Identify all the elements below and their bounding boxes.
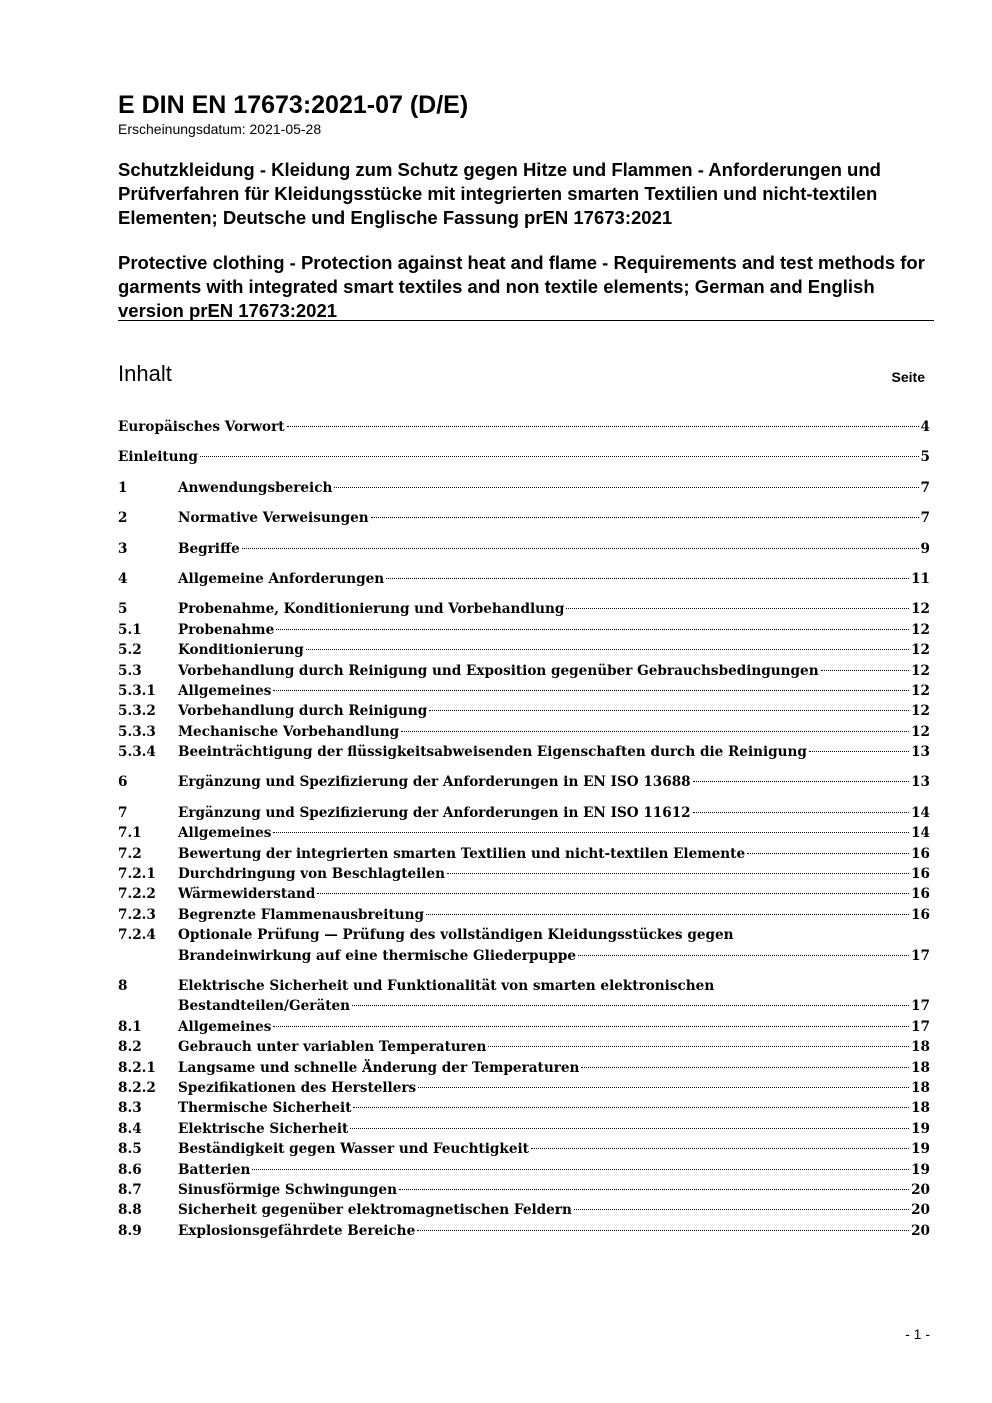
toc-entry-number: 7.2.4	[118, 927, 156, 944]
toc-entry-title: Konditionierung	[178, 642, 304, 659]
toc-dot-leader	[821, 670, 909, 671]
toc-entry[interactable]	[118, 569, 930, 589]
toc-entry[interactable]	[118, 772, 930, 792]
toc-entry[interactable]	[118, 1078, 930, 1098]
toc-entry[interactable]	[118, 884, 930, 904]
toc-entry-number: 8.1	[118, 1018, 142, 1035]
toc-dot-leader	[353, 1107, 909, 1108]
toc-entry-number: 8.6	[118, 1161, 142, 1178]
toc-entry-number: 7.1	[118, 825, 142, 842]
toc-entry-number: 8.7	[118, 1181, 142, 1198]
toc-entry-title: Elektrische Sicherheit	[178, 1120, 349, 1137]
toc-entry[interactable]	[118, 661, 930, 681]
toc-entry[interactable]	[118, 1180, 930, 1200]
toc-entry[interactable]	[118, 640, 930, 660]
toc-entry[interactable]	[118, 1160, 930, 1180]
document-id: E DIN EN 17673:2021-07 (D/E)	[118, 91, 469, 119]
title-german: Schutzkleidung - Kleidung zum Schutz gegen Hitze und Flammen - Anforderungen und Prüfverfahren für Kleidungsstücke mit integrierten smarten Textilien und nicht-textilen Elementen; Deutsche und Englische Fassung prEN 17673:2021	[118, 159, 881, 228]
toc-dot-leader	[273, 832, 909, 833]
toc-dot-leader	[693, 781, 909, 782]
toc-entry-title: Anwendungsbereich	[178, 479, 333, 496]
toc-entry[interactable]	[118, 620, 930, 640]
toc-page-column-heading: Seite	[891, 369, 925, 385]
toc-entry-page: 14	[911, 825, 930, 842]
toc-entry-title: Allgemeines	[178, 825, 272, 842]
toc-entry-number: 7.2	[118, 845, 142, 862]
toc-entry-page: 12	[911, 662, 930, 679]
toc-entry-title: Durchdringung von Beschlagteilen	[178, 866, 446, 883]
toc-entry-page: 16	[911, 845, 930, 862]
toc-dot-leader	[809, 751, 909, 752]
toc-entry-page: 12	[911, 621, 930, 638]
toc-dot-leader	[574, 1209, 909, 1210]
toc-dot-leader	[693, 812, 909, 813]
toc-entry-page: 7	[920, 510, 930, 527]
toc-entry-number: 1	[118, 479, 128, 496]
toc-entry-page: 4	[920, 419, 930, 435]
toc-entry-title: Vorbehandlung durch Reinigung	[178, 703, 428, 720]
toc-entry-number: 7.2.1	[118, 866, 156, 883]
toc-dot-leader	[252, 1169, 909, 1170]
toc-entry-number: 2	[118, 510, 128, 527]
toc-entry-title: Allgemeine Anforderungen	[178, 570, 385, 587]
toc-entry-page: 16	[911, 906, 930, 923]
toc-entry-title: Batterien	[178, 1161, 251, 1178]
toc-entry-page: 12	[911, 703, 930, 720]
toc-entry-title: Normative Verweisungen	[178, 510, 369, 527]
toc-entry-title: Explosionsgefährdete Bereiche	[178, 1222, 416, 1239]
toc-dot-leader	[317, 893, 909, 894]
toc-dot-leader	[417, 1230, 909, 1231]
toc-entry[interactable]	[118, 1017, 930, 1037]
toc-entry[interactable]	[118, 976, 930, 996]
toc-entry-page: 12	[911, 642, 930, 659]
toc-entry-page: 20	[911, 1222, 930, 1239]
publication-date: Erscheinungsdatum: 2021-05-28	[118, 121, 322, 137]
toc-entry[interactable]	[118, 803, 930, 823]
page-number: - 1 -	[905, 1326, 930, 1342]
toc-dot-leader	[306, 649, 909, 650]
toc-entry-number: 8	[118, 977, 128, 994]
toc-entry-number: 8.2.1	[118, 1059, 156, 1076]
toc-entry-number: 8.8	[118, 1202, 142, 1219]
toc-dot-leader	[566, 608, 909, 609]
toc-entry-number: 8.2	[118, 1039, 142, 1056]
toc-entry-page: 18	[911, 1059, 930, 1076]
toc-entry-number: 7.2.2	[118, 886, 156, 903]
toc-entry-number: 8.5	[118, 1141, 142, 1158]
title-english: Protective clothing - Protection against heat and flame - Requirements and test methods for garments with integrated smart textiles and non textile elements; German and English version prEN 17673:2021	[118, 252, 925, 321]
toc-entry-title: Bewertung der integrierten smarten Textilien und nicht-textilen Elemente	[178, 845, 746, 862]
toc-dot-leader	[273, 1026, 909, 1027]
toc-entry[interactable]	[118, 701, 930, 721]
toc-entry-continuation[interactable]	[118, 996, 930, 1016]
toc-entry-title: Begrenzte Flammenausbreitung	[178, 906, 425, 923]
toc-heading: Inhalt	[118, 361, 172, 386]
toc-dot-leader	[287, 426, 919, 427]
toc-entry[interactable]	[118, 742, 930, 762]
toc-entry[interactable]	[118, 1037, 930, 1057]
toc-dot-leader	[371, 517, 919, 518]
toc-entry-page: 16	[911, 866, 930, 883]
toc-dot-leader	[386, 578, 909, 579]
toc-entry-number: 5.3	[118, 662, 142, 679]
toc-entry-page: 16	[911, 886, 930, 903]
toc-dot-leader	[488, 1046, 909, 1047]
toc-entry-page: 5	[920, 449, 930, 466]
toc-entry-page: 14	[911, 804, 930, 821]
toc-entry[interactable]	[118, 447, 930, 467]
toc-entry-title: Elektrische Sicherheit und Funktionalität von smarten elektronischen	[178, 977, 715, 994]
toc-dot-leader	[401, 731, 909, 732]
title-divider	[118, 320, 934, 321]
toc-entry[interactable]	[118, 681, 930, 701]
toc-entry-title: Vorbehandlung durch Reinigung und Exposition gegenüber Gebrauchsbedingungen	[178, 662, 819, 679]
toc-entry-page: 13	[911, 744, 930, 761]
toc-entry-number: 8.4	[118, 1120, 142, 1137]
toc-entry[interactable]	[118, 539, 930, 559]
toc-entry-title: Europäisches Vorwort	[118, 419, 285, 435]
toc-dot-leader	[418, 1087, 909, 1088]
toc-dot-leader	[242, 548, 919, 549]
toc-dot-leader	[352, 1005, 909, 1006]
toc-entry-number: 5	[118, 601, 128, 618]
toc-entry-number: 5.3.1	[118, 682, 156, 699]
toc-entry-title: Probenahme, Konditionierung und Vorbehandlung	[178, 601, 565, 618]
toc-entry[interactable]	[118, 864, 930, 884]
toc-entry-title: Langsame und schnelle Änderung der Temperaturen	[178, 1059, 580, 1076]
toc-entry-page: 18	[911, 1039, 930, 1056]
toc-entry[interactable]	[118, 1119, 930, 1139]
toc-entry-number: 3	[118, 540, 128, 557]
toc-entry[interactable]	[118, 599, 930, 619]
toc-entry-page: 18	[911, 1079, 930, 1096]
toc-entry-number: 5.1	[118, 621, 142, 638]
toc-dot-leader	[578, 955, 909, 956]
toc-entry-number: 6	[118, 774, 128, 791]
toc-entry-title: Begriffe	[178, 540, 240, 557]
toc-dot-leader	[276, 629, 909, 630]
toc-entry-title: Beständigkeit gegen Wasser und Feuchtigkeit	[178, 1141, 529, 1158]
toc-entry-page: 17	[911, 1018, 930, 1035]
toc-entry-title: Allgemeines	[178, 1018, 272, 1035]
toc-entry-page: 11	[911, 570, 930, 587]
toc-entry[interactable]	[118, 844, 930, 864]
toc-dot-leader	[531, 1148, 909, 1149]
toc-entry-page: 20	[911, 1202, 930, 1219]
toc-entry-title: Ergänzung und Spezifizierung der Anforderungen in EN ISO 11612	[178, 804, 691, 821]
toc-entry-page: 17	[911, 998, 930, 1015]
toc-entry-number: 8.9	[118, 1222, 142, 1239]
toc-entry[interactable]	[118, 823, 930, 843]
toc-dot-leader	[334, 487, 918, 488]
toc-dot-leader	[447, 873, 909, 874]
toc-entry-number: 8.3	[118, 1100, 142, 1117]
toc-entry[interactable]	[118, 1098, 930, 1118]
toc-entry-title-continued: Brandeinwirkung auf eine thermische Gliederpuppe	[178, 947, 577, 964]
toc-entry[interactable]	[118, 1200, 930, 1220]
toc-dot-leader	[429, 710, 909, 711]
toc-entry[interactable]	[118, 508, 930, 528]
toc-dot-leader	[747, 853, 909, 854]
toc-dot-leader	[350, 1128, 909, 1129]
toc-entry-page: 13	[911, 774, 930, 791]
toc-dot-leader	[581, 1067, 909, 1068]
toc-entry-number: 5.3.2	[118, 703, 156, 720]
toc-entry-page: 18	[911, 1100, 930, 1117]
toc-entry-title: Sinusförmige Schwingungen	[178, 1181, 397, 1198]
toc-entry-number: 7.2.3	[118, 906, 156, 923]
toc-entry-page: 20	[911, 1181, 930, 1198]
toc-entry[interactable]	[118, 905, 930, 925]
toc-entry-title: Mechanische Vorbehandlung	[178, 723, 400, 740]
toc-entry-title: Beeinträchtigung der flüssigkeitsabweisenden Eigenschaften durch die Reinigung	[178, 744, 807, 761]
toc-entry[interactable]	[118, 1221, 930, 1241]
toc-entry[interactable]	[118, 478, 930, 498]
toc-entry-number: 8.2.2	[118, 1079, 156, 1096]
toc-entry-number: 5.3.4	[118, 744, 156, 761]
toc-entry[interactable]	[118, 417, 930, 437]
toc-entry-title: Allgemeines	[178, 682, 272, 699]
toc-entry[interactable]	[118, 1139, 930, 1159]
toc-entry-title: Ergänzung und Spezifizierung der Anforderungen in EN ISO 13688	[178, 774, 691, 791]
toc-entry-title: Wärmewiderstand	[178, 886, 316, 903]
toc-entry-continuation[interactable]	[118, 946, 930, 966]
toc-entry-page: 9	[920, 540, 930, 557]
toc-entry-title: Sicherheit gegenüber elektromagnetischen Feldern	[178, 1202, 572, 1219]
toc-entry-title: Einleitung	[118, 449, 198, 466]
toc-entry-number: 5.3.3	[118, 723, 156, 740]
toc-entry-page: 12	[911, 723, 930, 740]
toc-entry-page: 12	[911, 601, 930, 618]
toc-entry-title: Gebrauch unter variablen Temperaturen	[178, 1039, 487, 1056]
toc-entry[interactable]	[118, 1058, 930, 1078]
toc-dot-leader	[426, 914, 909, 915]
toc-entry-page: 7	[920, 479, 930, 496]
toc-entry-title-continued: Bestandteilen/Geräten	[178, 998, 351, 1015]
toc-dot-leader	[200, 456, 919, 457]
toc-entry-number: 5.2	[118, 642, 142, 659]
toc-entry-title: Thermische Sicherheit	[178, 1100, 352, 1117]
toc-entry-page: 17	[911, 947, 930, 964]
toc-entry-page: 19	[911, 1161, 930, 1178]
toc-entry-title: Spezifikationen des Herstellers	[178, 1079, 417, 1096]
toc-entry-page: 12	[911, 682, 930, 699]
toc-entry-page: 19	[911, 1141, 930, 1158]
toc-dot-leader	[273, 690, 909, 691]
toc-entry-number: 7	[118, 804, 128, 821]
toc-entry-title: Probenahme	[178, 621, 275, 638]
table-of-contents	[118, 417, 930, 1241]
toc-entry-page: 19	[911, 1120, 930, 1137]
toc-entry-title: Optionale Prüfung — Prüfung des vollständigen Kleidungsstückes gegen	[178, 927, 734, 944]
toc-dot-leader	[399, 1189, 909, 1190]
toc-entry[interactable]	[118, 925, 930, 945]
toc-entry[interactable]	[118, 722, 930, 742]
toc-entry-number: 4	[118, 570, 128, 587]
